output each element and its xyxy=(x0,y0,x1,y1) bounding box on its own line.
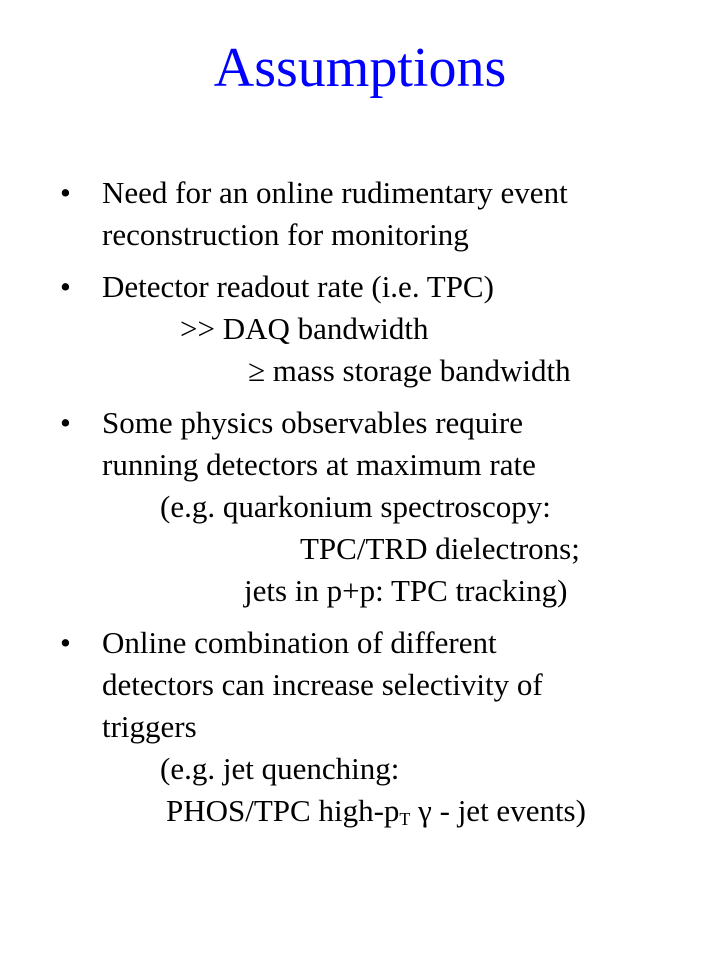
bullet-line: >> DAQ bandwidth xyxy=(180,311,429,346)
bullet-line: jets in p+p: TPC tracking) xyxy=(244,573,568,608)
bullet-line: (e.g. jet quenching: xyxy=(160,751,400,786)
bullet-item-readout-rate xyxy=(60,266,710,392)
bullet-line: reconstruction for monitoring xyxy=(102,217,469,252)
bullet-line: triggers xyxy=(102,709,197,744)
bullet-text: γ - jet events) xyxy=(410,793,586,828)
bullet-line: (e.g. quarkonium spectroscopy: xyxy=(160,489,551,524)
bullet-icon: • xyxy=(60,405,71,440)
bullet-line-with-subscript xyxy=(102,790,710,832)
bullet-icon: • xyxy=(60,175,71,210)
bullet-line: ≥ mass storage bandwidth xyxy=(248,353,571,388)
bullet-line: running detectors at maximum rate xyxy=(102,447,536,482)
bullet-line: Some physics observables require xyxy=(102,405,523,440)
bullet-item-online-reconstruction xyxy=(60,172,710,256)
bullet-list xyxy=(60,172,710,832)
slide-title: Assumptions xyxy=(213,37,507,99)
bullet-icon: • xyxy=(60,625,71,660)
bullet-line: detectors can increase selectivity of xyxy=(102,667,543,702)
subscript-t: T xyxy=(399,809,411,829)
bullet-line: Online combination of different xyxy=(102,625,497,660)
bullet-item-online-combination xyxy=(60,622,710,832)
bullet-text: PHOS/TPC high-p xyxy=(166,793,400,828)
bullet-line: Need for an online rudimentary event xyxy=(102,175,568,210)
bullet-item-physics-observables xyxy=(60,402,710,612)
bullet-line: TPC/TRD dielectrons; xyxy=(300,531,580,566)
bullet-icon: • xyxy=(60,269,71,304)
bullet-line: Detector readout rate (i.e. TPC) xyxy=(102,269,494,304)
